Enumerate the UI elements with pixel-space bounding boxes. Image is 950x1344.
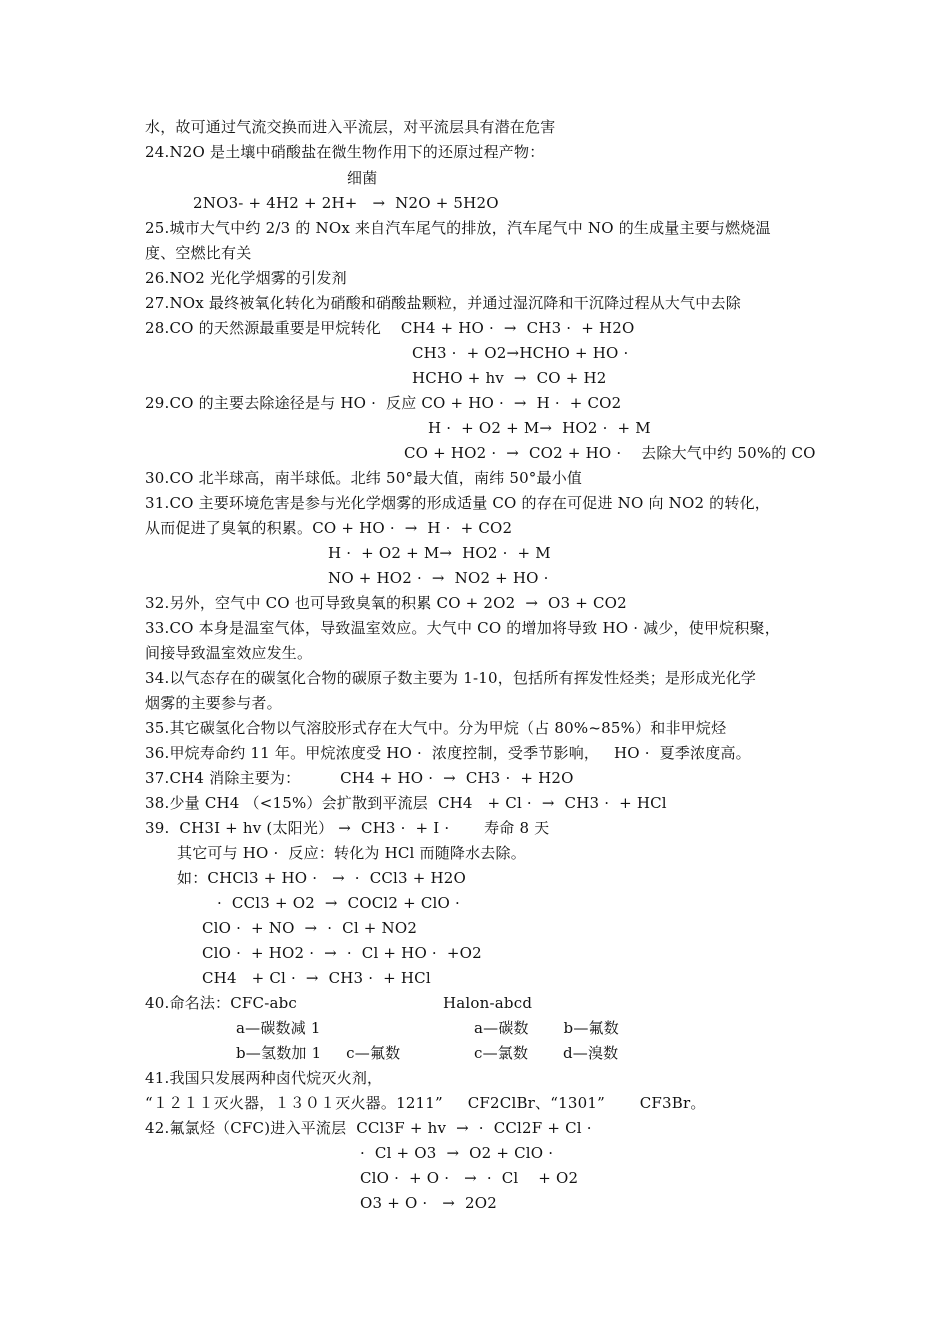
- text-line: 34.以气态存在的碳氢化合物的碳原子数主要为 1-10，包括所有挥发性烃类；是形成光化学: [145, 669, 757, 687]
- text-line: 41.我国只发展两种卤代烷灭火剂，: [145, 1069, 383, 1087]
- text-line: ClO · + O · → · Cl + O2: [360, 1169, 579, 1187]
- text-line: CH4 + Cl · → CH3 · + HCl: [202, 969, 431, 987]
- text-line: 细菌: [347, 169, 378, 187]
- text-line: 24.N2O 是土壤中硝酸盐在微生物作用下的还原过程产物：: [145, 143, 545, 161]
- text-line: 间接导致温室效应发生。: [145, 644, 313, 662]
- text-line: H · + O2 + M→ HO2 · + M: [428, 419, 651, 437]
- text-line: Halon-abcd: [443, 994, 533, 1012]
- text-line: 25.城市大气中约 2/3 的 NOx 来自汽车尾气的排放，汽车尾气中 NO 的生成量主要与燃烧温: [145, 219, 771, 237]
- text-line: 37.CH4 消除主要为： CH4 + HO · → CH3 · + H2O: [145, 769, 574, 787]
- text-line: HCHO + hv → CO + H2: [412, 369, 607, 387]
- text-line: ClO · + HO2 · → · Cl + HO · +O2: [202, 944, 482, 962]
- text-line: 2NO3- + 4H2 + 2H+ → N2O + 5H2O: [193, 194, 499, 212]
- text-line: · Cl + O3 → O2 + ClO ·: [360, 1144, 554, 1162]
- text-line: 28.CO 的天然源最重要是甲烷转化 CH4 + HO · → CH3 · + H2O: [145, 319, 635, 337]
- text-line: 26.NO2 光化学烟雾的引发剂: [145, 269, 347, 287]
- text-line: 39. CH3I + hv (太阳光） → CH3 · + I · 寿命 8 天: [145, 819, 550, 837]
- text-line: CO + HO2 · → CO2 + HO · 去除大气中约 50%的 CO: [404, 444, 816, 462]
- text-line: 36.甲烷寿命约 11 年。甲烷浓度受 HO · 浓度控制，受季节影响， HO · 夏季浓度高。: [145, 744, 751, 762]
- text-line: 其它可与 HO · 反应：转化为 HCl 而随降水去除。: [177, 844, 526, 862]
- text-line: 烟雾的主要参与者。: [145, 694, 282, 712]
- text-line: 40.命名法：CFC-abc: [145, 994, 298, 1012]
- text-line: NO + HO2 · → NO2 + HO ·: [328, 569, 549, 587]
- text-line: a—碳数 b—氟数: [474, 1019, 619, 1037]
- text-line: 水，故可通过气流交换而进入平流层，对平流层具有潜在危害: [145, 118, 556, 136]
- text-line: 如：CHCl3 + HO · → · CCl3 + H2O: [177, 869, 467, 887]
- text-line: 度、空燃比有关: [145, 244, 252, 262]
- text-line: 29.CO 的主要去除途径是与 HO · 反应 CO + HO · → H · + CO2: [145, 394, 622, 412]
- text-line: c—氯数 d—溴数: [474, 1044, 619, 1062]
- text-line: 35.其它碳氢化合物以气溶胶形式存在大气中。分为甲烷（占 80%~85%）和非甲烷烃: [145, 719, 727, 737]
- text-line: 32.另外，空气中 CO 也可导致臭氧的积累 CO + 2O2 → O3 + CO2: [145, 594, 627, 612]
- text-line: 27.NOx 最终被氧化转化为硝酸和硝酸盐颗粒，并通过湿沉降和干沉降过程从大气中去除: [145, 294, 741, 312]
- text-line: a—碳数减 1: [236, 1019, 321, 1037]
- text-line: CH3 · + O2→HCHO + HO ·: [412, 344, 629, 362]
- text-line: · CCl3 + O2 → COCl2 + ClO ·: [217, 894, 460, 912]
- text-line: O3 + O · → 2O2: [360, 1194, 497, 1212]
- text-line: 30.CO 北半球高，南半球低。北纬 50°最大值，南纬 50°最小值: [145, 469, 583, 487]
- text-line: 38.少量 CH4 （<15%）会扩散到平流层 CH4 + Cl · → CH3 · + HCl: [145, 794, 667, 812]
- text-line: H · + O2 + M→ HO2 · + M: [328, 544, 551, 562]
- text-line: 33.CO 本身是温室气体，导致温室效应。大气中 CO 的增加将导致 HO · 减少，使甲烷积聚，: [145, 619, 780, 637]
- text-line: ClO · + NO → · Cl + NO2: [202, 919, 418, 937]
- text-line: 从而促进了臭氧的积累。CO + HO · → H · + CO2: [145, 519, 513, 537]
- text-line: 31.CO 主要环境危害是参与光化学烟雾的形成适量 CO 的存在可促进 NO 向 NO2 的转化，: [145, 494, 770, 512]
- text-line: “１２１１灭火器，１３０１灭火器。1211” CF2ClBr、“1301” CF3Br。: [145, 1094, 706, 1112]
- text-line: 42.氟氯烃（CFC)进入平流层 CCl3F + hv → · CCl2F + Cl ·: [145, 1119, 592, 1137]
- text-line: b—氢数加 1 c—氟数: [236, 1044, 401, 1062]
